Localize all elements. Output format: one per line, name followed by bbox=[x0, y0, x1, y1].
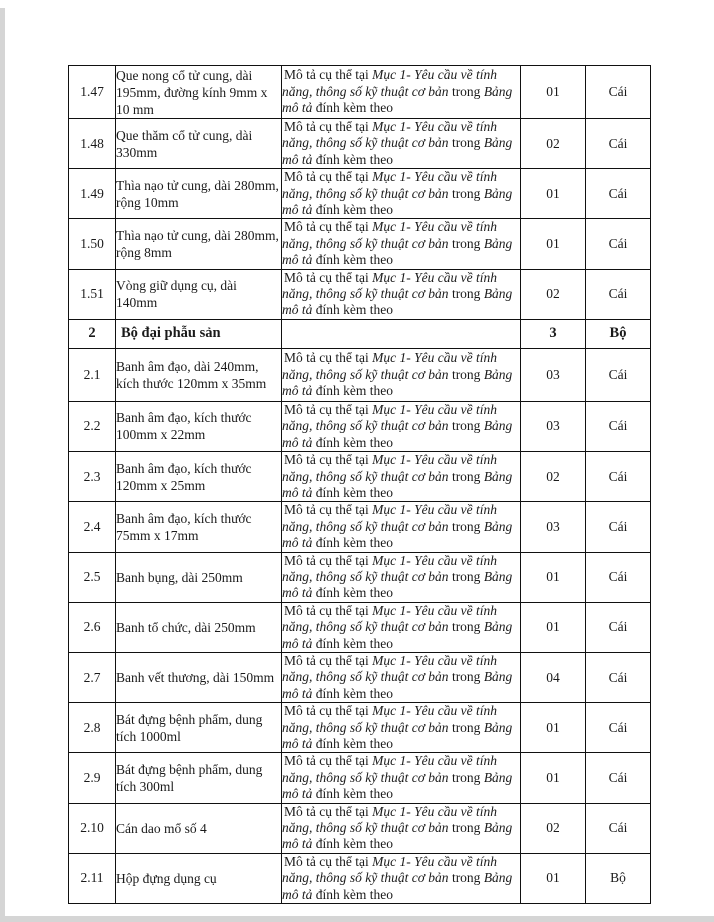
row-unit: Cái bbox=[586, 269, 651, 319]
row-description: Bộ đại phẫu sản bbox=[116, 319, 282, 348]
spec-middle: trong bbox=[448, 366, 484, 382]
row-spec-note bbox=[282, 753, 521, 803]
spec-italic-ref: Bảng mô tả bbox=[282, 235, 513, 268]
row-unit: Cái bbox=[586, 348, 651, 401]
spec-prefix: Mô tả cụ thể tại bbox=[284, 401, 373, 417]
spec-suffix: đính kèm theo bbox=[312, 786, 393, 802]
spec-italic-ref: Bảng mô tả bbox=[282, 518, 513, 551]
row-description: Vòng giữ dụng cụ, dài 140mm bbox=[116, 269, 282, 319]
row-number: 2.5 bbox=[69, 552, 116, 602]
row-unit: Bộ bbox=[586, 319, 651, 348]
table-row bbox=[69, 169, 651, 219]
spec-italic-ref: Bảng mô tả bbox=[282, 568, 513, 601]
spec-prefix: Mô tả cụ thể tại bbox=[284, 602, 373, 618]
spec-suffix: đính kèm theo bbox=[312, 302, 393, 318]
row-quantity: 02 bbox=[521, 119, 586, 169]
row-number: 2.11 bbox=[69, 853, 116, 903]
row-number: 2 bbox=[69, 319, 116, 348]
row-description: Banh tổ chức, dài 250mm bbox=[116, 602, 282, 652]
row-description: Que nong cổ tử cung, dài 195mm, đường kính 9mm x 10 mm bbox=[116, 66, 282, 119]
spec-suffix: đính kèm theo bbox=[312, 736, 393, 751]
row-number: 2.2 bbox=[69, 401, 116, 451]
table-row bbox=[69, 219, 651, 269]
spec-italic-ref: Bảng mô tả bbox=[282, 185, 513, 218]
row-description: Banh âm đạo, kích thước 75mm x 17mm bbox=[116, 502, 282, 552]
spec-italic-ref: Bảng mô tả bbox=[282, 418, 513, 450]
table-row bbox=[69, 319, 651, 348]
spec-suffix: đính kèm theo bbox=[312, 383, 393, 399]
spec-italic-section: Mục 1- Yêu cầu về tính năng, thông số kỹ thuật cơ bản bbox=[282, 119, 497, 151]
row-quantity: 01 bbox=[521, 169, 586, 219]
row-unit: Cái bbox=[586, 169, 651, 219]
spec-prefix: Mô tả cụ thể tại bbox=[284, 703, 373, 719]
row-spec-note bbox=[282, 803, 521, 853]
row-number: 1.49 bbox=[69, 169, 116, 219]
row-number: 2.7 bbox=[69, 652, 116, 702]
row-spec-note bbox=[282, 348, 521, 401]
table-row bbox=[69, 853, 651, 903]
equipment-table bbox=[68, 65, 651, 904]
spec-italic-section: Mục 1- Yêu cầu về tính năng, thông số kỹ thuật cơ bản bbox=[282, 602, 497, 635]
row-description: Thìa nạo tử cung, dài 280mm, rộng 10mm bbox=[116, 169, 282, 219]
spec-middle: trong bbox=[448, 820, 484, 836]
spec-italic-section: Mục 1- Yêu cầu về tính năng, thông số kỹ thuật cơ bản bbox=[282, 219, 497, 251]
spec-prefix: Mô tả cụ thể tại bbox=[284, 853, 373, 869]
spec-italic-section: Mục 1- Yêu cầu về tính năng, thông số kỹ thuật cơ bản bbox=[282, 350, 497, 382]
row-spec-note bbox=[282, 169, 521, 219]
row-quantity: 01 bbox=[521, 703, 586, 753]
spec-italic-section: Mục 1- Yêu cầu về tính năng, thông số kỹ thuật cơ bản bbox=[282, 552, 497, 584]
table-row bbox=[69, 602, 651, 652]
spec-italic-ref: Bảng mô tả bbox=[282, 669, 513, 701]
row-unit: Cái bbox=[586, 502, 651, 552]
row-description: Banh bụng, dài 250mm bbox=[116, 552, 282, 602]
row-quantity: 01 bbox=[521, 753, 586, 803]
row-quantity: 02 bbox=[521, 803, 586, 853]
spec-italic-ref: Bảng mô tả bbox=[282, 619, 513, 651]
spec-italic-section: Mục 1- Yêu cầu về tính năng, thông số kỹ thuật cơ bản bbox=[282, 753, 497, 785]
spec-middle: trong bbox=[448, 83, 484, 99]
spec-suffix: đính kèm theo bbox=[312, 836, 393, 852]
row-quantity: 03 bbox=[521, 502, 586, 552]
spec-italic-ref: Bảng mô tả bbox=[282, 769, 513, 802]
table-row bbox=[69, 348, 651, 401]
row-quantity: 01 bbox=[521, 602, 586, 652]
spec-prefix: Mô tả cụ thể tại bbox=[284, 269, 373, 285]
spec-italic-ref: Bảng mô tả bbox=[282, 83, 513, 116]
equipment-table-body bbox=[69, 66, 651, 904]
table-row bbox=[69, 66, 651, 119]
row-unit: Cái bbox=[586, 452, 651, 502]
row-unit: Cái bbox=[586, 219, 651, 269]
row-description: Banh âm đạo, kích thước 120mm x 25mm bbox=[116, 452, 282, 502]
row-number: 2.1 bbox=[69, 348, 116, 401]
row-description: Bát đựng bệnh phẩm, dung tích 300ml bbox=[116, 753, 282, 803]
spec-middle: trong bbox=[448, 286, 484, 302]
row-description: Banh âm đạo, dài 240mm, kích thước 120mm x 35mm bbox=[116, 348, 282, 401]
spec-italic-section: Mục 1- Yêu cầu về tính năng, thông số kỹ thuật cơ bản bbox=[282, 401, 497, 434]
table-row bbox=[69, 502, 651, 552]
spec-italic-section: Mục 1- Yêu cầu về tính năng, thông số kỹ thuật cơ bản bbox=[282, 803, 497, 836]
row-description: Thìa nạo tử cung, dài 280mm, rộng 8mm bbox=[116, 219, 282, 269]
spec-middle: trong bbox=[448, 568, 484, 584]
row-quantity: 03 bbox=[521, 401, 586, 451]
row-quantity: 03 bbox=[521, 348, 586, 401]
row-description: Banh vết thương, dài 150mm bbox=[116, 652, 282, 702]
spec-suffix: đính kèm theo bbox=[312, 252, 393, 268]
row-spec-note bbox=[282, 502, 521, 552]
row-unit: Cái bbox=[586, 602, 651, 652]
spec-suffix: đính kèm theo bbox=[312, 100, 393, 116]
row-spec-note bbox=[282, 66, 521, 119]
row-spec-note bbox=[282, 853, 521, 903]
row-unit: Cái bbox=[586, 753, 651, 803]
row-spec-note bbox=[282, 703, 521, 753]
spec-italic-ref: Bảng mô tả bbox=[282, 820, 513, 852]
spec-italic-section: Mục 1- Yêu cầu về tính năng, thông số kỹ thuật cơ bản bbox=[282, 169, 497, 201]
spec-prefix: Mô tả cụ thể tại bbox=[284, 753, 373, 769]
spec-middle: trong bbox=[448, 235, 484, 251]
row-description: Que thăm cổ tử cung, dài 330mm bbox=[116, 119, 282, 169]
spec-middle: trong bbox=[448, 518, 484, 534]
row-unit: Cái bbox=[586, 66, 651, 119]
spec-italic-ref: Bảng mô tả bbox=[282, 468, 513, 500]
row-number: 2.9 bbox=[69, 753, 116, 803]
spec-middle: trong bbox=[448, 135, 484, 151]
spec-suffix: đính kèm theo bbox=[312, 484, 393, 500]
table-row bbox=[69, 552, 651, 602]
spec-prefix: Mô tả cụ thể tại bbox=[284, 119, 373, 134]
row-description: Banh âm đạo, kích thước 100mm x 22mm bbox=[116, 401, 282, 451]
row-unit: Cái bbox=[586, 652, 651, 702]
row-number: 2.10 bbox=[69, 803, 116, 853]
row-quantity: 02 bbox=[521, 269, 586, 319]
row-unit: Cái bbox=[586, 119, 651, 169]
table-row bbox=[69, 652, 651, 702]
spec-italic-section: Mục 1- Yêu cầu về tính năng, thông số kỹ thuật cơ bản bbox=[282, 652, 497, 685]
row-spec-note bbox=[282, 119, 521, 169]
row-quantity: 01 bbox=[521, 219, 586, 269]
spec-suffix: đính kèm theo bbox=[312, 151, 393, 167]
row-spec-note bbox=[282, 602, 521, 652]
spec-suffix: đính kèm theo bbox=[312, 685, 393, 701]
spec-italic-section: Mục 1- Yêu cầu về tính năng, thông số kỹ thuật cơ bản bbox=[282, 67, 497, 99]
spec-italic-ref: Bảng mô tả bbox=[282, 366, 513, 399]
row-number: 2.8 bbox=[69, 703, 116, 753]
row-spec-note bbox=[282, 219, 521, 269]
spec-middle: trong bbox=[448, 619, 484, 635]
spec-prefix: Mô tả cụ thể tại bbox=[284, 350, 373, 366]
spec-middle: trong bbox=[448, 719, 484, 735]
spec-italic-section: Mục 1- Yêu cầu về tính năng, thông số kỹ thuật cơ bản bbox=[282, 853, 497, 886]
spec-middle: trong bbox=[448, 418, 484, 434]
row-quantity: 01 bbox=[521, 552, 586, 602]
row-number: 2.3 bbox=[69, 452, 116, 502]
spec-italic-ref: Bảng mô tả bbox=[282, 135, 513, 167]
row-description: Cán dao mổ số 4 bbox=[116, 803, 282, 853]
spec-suffix: đính kèm theo bbox=[312, 585, 393, 601]
spec-prefix: Mô tả cụ thể tại bbox=[284, 452, 373, 468]
row-number: 1.51 bbox=[69, 269, 116, 319]
table-row bbox=[69, 269, 651, 319]
spec-prefix: Mô tả cụ thể tại bbox=[284, 652, 373, 668]
spec-prefix: Mô tả cụ thể tại bbox=[284, 219, 373, 235]
row-number: 1.47 bbox=[69, 66, 116, 119]
spec-middle: trong bbox=[448, 185, 484, 201]
spec-italic-section: Mục 1- Yêu cầu về tính năng, thông số kỹ thuật cơ bản bbox=[282, 703, 497, 735]
table-row bbox=[69, 119, 651, 169]
row-quantity: 01 bbox=[521, 853, 586, 903]
spec-prefix: Mô tả cụ thể tại bbox=[284, 502, 373, 518]
scan-edge-left bbox=[0, 8, 5, 922]
scan-edge-bottom bbox=[0, 916, 714, 922]
row-spec-note bbox=[282, 552, 521, 602]
spec-prefix: Mô tả cụ thể tại bbox=[284, 552, 373, 568]
spec-prefix: Mô tả cụ thể tại bbox=[284, 169, 373, 185]
spec-suffix: đính kèm theo bbox=[312, 635, 393, 651]
row-spec-note bbox=[282, 401, 521, 451]
row-number: 1.50 bbox=[69, 219, 116, 269]
spec-italic-section: Mục 1- Yêu cầu về tính năng, thông số kỹ thuật cơ bản bbox=[282, 502, 497, 534]
row-number: 2.4 bbox=[69, 502, 116, 552]
row-quantity: 04 bbox=[521, 652, 586, 702]
row-description: Hộp đựng dụng cụ bbox=[116, 853, 282, 903]
table-row bbox=[69, 401, 651, 451]
spec-suffix: đính kèm theo bbox=[312, 202, 393, 218]
spec-prefix: Mô tả cụ thể tại bbox=[284, 67, 373, 83]
spec-italic-section: Mục 1- Yêu cầu về tính năng, thông số kỹ thuật cơ bản bbox=[282, 269, 497, 302]
row-unit: Cái bbox=[586, 401, 651, 451]
spec-italic-ref: Bảng mô tả bbox=[282, 286, 513, 318]
row-unit: Cái bbox=[586, 803, 651, 853]
spec-italic-section: Mục 1- Yêu cầu về tính năng, thông số kỹ thuật cơ bản bbox=[282, 452, 497, 484]
spec-middle: trong bbox=[448, 769, 484, 785]
row-unit: Bộ bbox=[586, 853, 651, 903]
row-number: 2.6 bbox=[69, 602, 116, 652]
spec-italic-ref: Bảng mô tả bbox=[282, 719, 513, 751]
row-spec-note bbox=[282, 452, 521, 502]
row-spec-note bbox=[282, 652, 521, 702]
table-row bbox=[69, 803, 651, 853]
spec-suffix: đính kèm theo bbox=[312, 535, 393, 551]
row-unit: Cái bbox=[586, 703, 651, 753]
table-row bbox=[69, 753, 651, 803]
spec-middle: trong bbox=[448, 468, 484, 484]
spec-suffix: đính kèm theo bbox=[312, 434, 393, 450]
spec-prefix: Mô tả cụ thể tại bbox=[284, 803, 373, 819]
table-row bbox=[69, 452, 651, 502]
row-spec-note bbox=[282, 269, 521, 319]
row-quantity: 02 bbox=[521, 452, 586, 502]
row-description: Bát đựng bệnh phẩm, dung tích 1000ml bbox=[116, 703, 282, 753]
spec-suffix: đính kèm theo bbox=[312, 886, 393, 902]
table-row bbox=[69, 703, 651, 753]
row-spec-note bbox=[282, 319, 521, 348]
row-quantity: 3 bbox=[521, 319, 586, 348]
spec-middle: trong bbox=[448, 669, 484, 685]
row-quantity: 01 bbox=[521, 66, 586, 119]
row-number: 1.48 bbox=[69, 119, 116, 169]
row-unit: Cái bbox=[586, 552, 651, 602]
spec-italic-ref: Bảng mô tả bbox=[282, 870, 513, 902]
spec-middle: trong bbox=[448, 870, 484, 886]
